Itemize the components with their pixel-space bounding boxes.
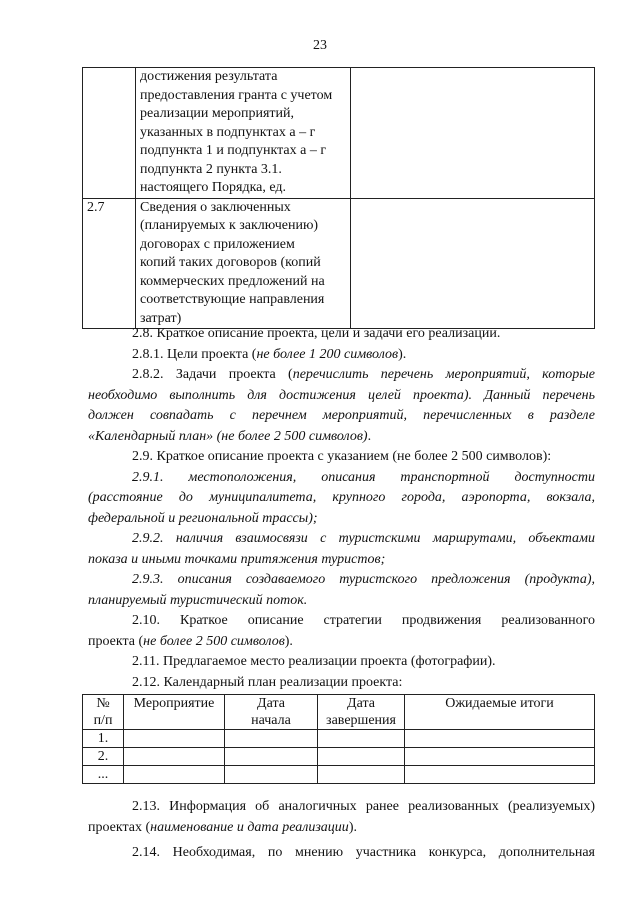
header-line: Ожидаемые итоги xyxy=(445,696,554,711)
desc-line: предоставления гранта с учетом xyxy=(140,87,333,103)
text-plain: . xyxy=(367,429,372,444)
text-italic: перечислить перечень мероприятий, которые xyxy=(292,367,595,382)
header-line: № xyxy=(96,696,110,711)
paragraph-2-8: 2.8. Краткое описание проекта, цели и задачи его реализации. xyxy=(132,326,501,341)
table-cell xyxy=(124,730,225,748)
desc-line: реализации мероприятий, xyxy=(140,106,295,121)
table-cell xyxy=(318,730,405,748)
paragraph-2-9-1-line: (расстояние до муниципалитета, крупного города, аэропорта, вокзала, xyxy=(88,490,595,505)
paragraph-2-11: 2.11. Предлагаемое место реализации проекта (фотографии). xyxy=(132,654,496,669)
text-plain: ). xyxy=(348,820,357,835)
desc-line: настоящего Порядка, ед. xyxy=(140,180,287,195)
paragraph-2-9-3-line: 2.9.3. описания создаваемого туристского предложения (продукта), xyxy=(132,572,595,587)
text-italic: не более 1 200 символов xyxy=(256,347,399,362)
desc-line: указанных в подпунктах а – г xyxy=(140,124,316,140)
text-italic: не более 2 500 символов xyxy=(143,634,285,649)
paragraph-2-12: 2.12. Календарный план реализации проекта: xyxy=(132,675,403,690)
header-line: начала xyxy=(251,713,291,728)
table-cell xyxy=(124,748,225,766)
paragraph-2-8-2-line xyxy=(88,427,595,448)
table-row xyxy=(83,198,595,329)
table-cell: ... xyxy=(83,766,124,784)
column-header xyxy=(225,695,318,730)
text-plain: проектах ( xyxy=(88,820,151,835)
paragraph-2-8-2-line xyxy=(88,365,595,386)
desc-line: достижения результата xyxy=(140,69,278,84)
table-row xyxy=(83,68,595,199)
row-number: 2.7 xyxy=(83,198,136,329)
paragraph-2-13-line: 2.13. Информация об аналогичных ранее реализованных (реализуемых) xyxy=(132,799,595,814)
paragraph-2-14-line: 2.14. Необходимая, по мнению участника конкурса, дополнительная xyxy=(132,845,595,860)
row-description xyxy=(136,68,351,199)
desc-line: копий таких договоров (копий xyxy=(140,255,321,270)
table-cell xyxy=(405,730,595,748)
table-row xyxy=(83,730,595,748)
column-header xyxy=(124,695,225,730)
top-table xyxy=(82,67,595,329)
desc-line: коммерческих предложений на xyxy=(140,273,325,289)
header-line: Мероприятие xyxy=(133,696,215,711)
desc-line: (планируемых к заключению) xyxy=(140,218,319,233)
text-plain: ). xyxy=(284,634,293,649)
row-value xyxy=(351,68,595,199)
text-plain: проекта ( xyxy=(88,634,144,649)
table-cell: 2. xyxy=(83,748,124,766)
header-line: п/п xyxy=(93,713,113,728)
desc-line: соответствующие направления xyxy=(140,292,325,307)
column-header xyxy=(83,695,124,730)
column-header xyxy=(318,695,405,730)
text-italic: наименование и дата реализации xyxy=(150,820,349,835)
text-plain: 2.8.1. Цели проекта ( xyxy=(132,347,257,362)
table-cell: 1. xyxy=(83,730,124,748)
table-cell xyxy=(405,748,595,766)
calendar-plan-table xyxy=(82,694,595,784)
row-value xyxy=(351,198,595,329)
paragraph-2-13-line xyxy=(88,818,595,839)
desc-line: подпункта 1 и подпунктах а – г xyxy=(140,143,327,158)
text-plain: ). xyxy=(398,347,407,362)
text-italic: «Календарный план» (не более 2 500 символов) xyxy=(88,429,368,444)
page-number: 23 xyxy=(313,38,327,53)
table-row xyxy=(83,748,595,766)
table-cell xyxy=(405,766,595,784)
desc-line: Сведения о заключенных xyxy=(140,199,291,215)
table-row xyxy=(83,766,595,784)
header-line: завершения xyxy=(326,713,396,728)
table-cell xyxy=(225,730,318,748)
column-header xyxy=(405,695,595,730)
header-line: Дата xyxy=(257,696,285,711)
paragraph-2-9-2-line: показа и иными точками притяжения туристов; xyxy=(88,552,386,567)
table-cell xyxy=(318,766,405,784)
table-cell xyxy=(318,748,405,766)
table-header-row xyxy=(83,695,595,730)
paragraph-2-9: 2.9. Краткое описание проекта с указанием (не более 2 500 символов): xyxy=(132,449,552,464)
table-cell xyxy=(124,766,225,784)
row-description xyxy=(136,198,351,329)
desc-line: подпункта 2 пункта 3.1. xyxy=(140,161,282,177)
paragraph-2-10-line: 2.10. Краткое описание стратегии продвижения реализованного xyxy=(132,613,595,628)
desc-line: затрат) xyxy=(140,310,182,326)
paragraph-2-8-1 xyxy=(88,345,595,366)
paragraph-2-8-2-line: необходимо выполнить для достижения целей проекта). Данный перечень xyxy=(88,388,595,403)
paragraph-2-9-2-line: 2.9.2. наличия взаимосвязи с туристскими маршрутами, объектами xyxy=(132,531,595,546)
text-plain: 2.8.2. Задачи проекта ( xyxy=(132,367,293,382)
desc-line: договорах с приложением xyxy=(140,236,295,252)
paragraph-2-9-3-line: планируемый туристический поток. xyxy=(88,593,308,608)
paragraph-2-9-1-line: 2.9.1. местоположения, описания транспортной доступности xyxy=(132,470,595,485)
row-number xyxy=(83,68,136,199)
paragraph-2-8-2-line: должен совпадать с перечнем мероприятий, перечисленных в разделе xyxy=(88,408,595,423)
table-cell xyxy=(225,766,318,784)
paragraph-2-10-line xyxy=(88,632,595,653)
paragraph-2-9-1-line: федеральной и региональной трассы); xyxy=(88,511,318,526)
header-line: Дата xyxy=(347,696,375,711)
table-cell xyxy=(225,748,318,766)
